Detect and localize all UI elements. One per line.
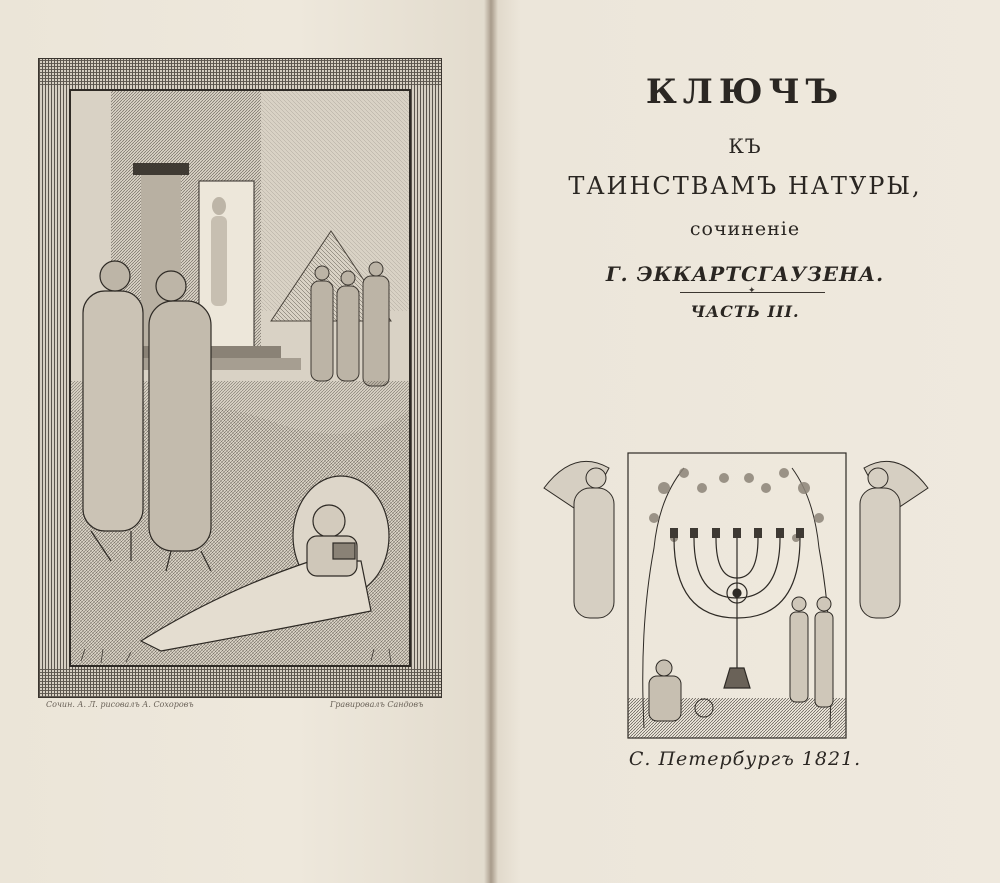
engraving-credit-artist: Сочин. А. Л. рисовалъ А. Сохоровъ — [46, 700, 194, 709]
frontispiece-engraving — [69, 89, 411, 667]
engraving-credit-engraver: Гравировалъ Сандовъ — [330, 700, 424, 709]
title-vignette — [534, 428, 938, 748]
left-page — [0, 0, 490, 883]
title-preposition: КЪ — [728, 134, 762, 158]
title-author: Г. ЭККАРТСГАУЗЕНА. — [605, 262, 885, 286]
engraving-illustration — [71, 91, 409, 665]
title-imprint: С. Петербургъ 1821. — [628, 748, 862, 770]
divider-ornament: ✦ — [748, 286, 756, 296]
title-subject: ТАИНСТВАМЪ НАТУРЫ, — [568, 172, 922, 200]
frontispiece-frame — [38, 58, 442, 698]
title-work-line: сочиненіе — [689, 218, 801, 240]
title-part: ЧАСТЬ III. — [690, 302, 800, 321]
book-title: КЛЮЧЪ — [645, 72, 845, 112]
